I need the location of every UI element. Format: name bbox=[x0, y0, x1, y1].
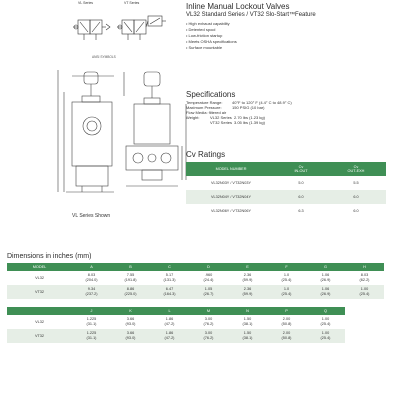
table-cell: 1.50 (38.1) bbox=[228, 329, 267, 343]
ansi-symbols-drawing bbox=[70, 0, 182, 58]
dim-header-cell bbox=[7, 307, 72, 315]
table-cell: 2.00 (50.8) bbox=[281, 317, 292, 326]
cv-ratings-table bbox=[186, 162, 386, 218]
dim-header-cell: Q bbox=[306, 307, 345, 315]
table-cell: 5.5 bbox=[353, 181, 359, 185]
product-title: Inline Manual Lockout Valves bbox=[186, 2, 290, 11]
table-cell: 1.50 (38.1) bbox=[242, 317, 253, 326]
dim-header-cell: K bbox=[111, 307, 150, 315]
table-cell: 6.0 bbox=[326, 190, 386, 204]
dim-header-cell: J bbox=[72, 307, 111, 315]
feature-item: • High exhaust capability bbox=[186, 21, 237, 27]
ansi-symbols-svg bbox=[70, 0, 182, 58]
table-cell: 1.00 (25.4) bbox=[345, 285, 384, 299]
valve-dimension-drawing bbox=[52, 66, 192, 214]
dimensions-table-1 bbox=[7, 263, 384, 299]
dim-header-cell: B bbox=[111, 263, 150, 271]
table-cell: 6.0 bbox=[276, 190, 326, 204]
table-cell: 7.55 (191.8) bbox=[124, 273, 137, 282]
cv-header-row bbox=[186, 162, 386, 176]
vt-series-label: VT Series bbox=[124, 1, 140, 5]
table-cell: 3.00 (76.2) bbox=[189, 329, 228, 343]
table-cell: 5.0 bbox=[298, 181, 304, 185]
table-cell: VT32 bbox=[7, 329, 72, 343]
table-row bbox=[7, 329, 345, 343]
dimensions-table-2 bbox=[7, 307, 345, 343]
table-row bbox=[7, 271, 384, 285]
table-cell: 1.225 (31.1) bbox=[72, 329, 111, 343]
spec-key: Maximum Pressure: bbox=[186, 105, 222, 110]
feature-list bbox=[186, 21, 237, 51]
table-cell: .960 (24.4) bbox=[203, 273, 214, 282]
dim-header-cell: D bbox=[189, 263, 228, 271]
dim-header-cell: A bbox=[72, 263, 111, 271]
table-cell: 1.0 (25.4) bbox=[267, 285, 306, 299]
table-cell: 3.00 (76.2) bbox=[203, 317, 214, 326]
table-row bbox=[186, 190, 386, 204]
spec-key: Flow Media: filtered air bbox=[186, 110, 227, 115]
dim-header-cell: H bbox=[345, 263, 384, 271]
dim-header-cell: L bbox=[150, 307, 189, 315]
vl-series-label: VL Series bbox=[78, 1, 94, 5]
drawing-caption: VL Series Shown bbox=[72, 213, 111, 219]
table-cell: 9.34 (237.2) bbox=[72, 285, 111, 299]
ansi-symbols-caption: ANSI SYMBOLS bbox=[92, 55, 116, 59]
table-cell: 6.3 bbox=[298, 209, 304, 213]
feature-item: • Low-friction startup bbox=[186, 33, 237, 39]
dim-header-cell: E bbox=[228, 263, 267, 271]
weight-series: VT32 Series bbox=[210, 120, 233, 125]
table-cell: 1.86 (47.2) bbox=[150, 329, 189, 343]
table-cell: VL32N04Y / VT32N04Y bbox=[186, 190, 276, 204]
table-cell: 1.06 (26.9) bbox=[306, 285, 345, 299]
cv-header-cell: MODEL NUMBER bbox=[186, 162, 276, 176]
feature-item: • Surface mountable bbox=[186, 45, 237, 51]
table-cell: 1.86 (47.2) bbox=[164, 317, 175, 326]
dim-header-cell: M bbox=[189, 307, 228, 315]
table-cell: 1.06 (26.9) bbox=[320, 273, 331, 282]
table-cell: 6.47 (164.3) bbox=[150, 285, 189, 299]
table-cell: 3.66 (93.0) bbox=[125, 317, 136, 326]
specifications-list bbox=[186, 100, 292, 125]
dimensions-title: Dimensions in inches (mm) bbox=[7, 253, 92, 260]
feature-item: • Detented spool bbox=[186, 27, 237, 33]
table-cell: 2.36 (59.9) bbox=[242, 273, 253, 282]
cv-header-cell: Cv IN-OUT bbox=[276, 162, 326, 176]
dim-header-row bbox=[7, 263, 384, 271]
cv-ratings-title: Cv Ratings bbox=[186, 150, 226, 159]
table-cell: VL32 bbox=[35, 319, 44, 324]
table-cell: 5.17 (131.3) bbox=[163, 273, 176, 282]
specifications-title: Specifications bbox=[186, 90, 236, 99]
table-row bbox=[186, 204, 386, 218]
spec-value: 40°F to 120° F (4.4° C to 48.9° C) bbox=[232, 100, 292, 105]
weight-spacer bbox=[186, 120, 210, 125]
table-cell: VT32 bbox=[7, 285, 72, 299]
valve-drawing-svg bbox=[52, 66, 192, 214]
table-cell: 1.00 (25.4) bbox=[320, 317, 331, 326]
table-cell: 6.0 bbox=[353, 209, 359, 213]
dim-header-cell: C bbox=[150, 263, 189, 271]
table-row bbox=[7, 315, 345, 329]
dim-header-cell: MODEL bbox=[7, 263, 72, 271]
table-cell: 2.00 (50.8) bbox=[267, 329, 306, 343]
table-row bbox=[7, 285, 384, 299]
dim-header-cell: F bbox=[267, 263, 306, 271]
table-cell: 8.03 (204.0) bbox=[85, 273, 98, 282]
dim-header-cell: P bbox=[267, 307, 306, 315]
weight-value: 3.05 lbs (1.39 kg) bbox=[234, 120, 265, 125]
table-cell: 1.225 (31.1) bbox=[86, 317, 97, 326]
table-cell: VL32N03Y / VT32N03Y bbox=[210, 181, 252, 185]
dim-header-row bbox=[7, 307, 345, 315]
table-cell: VL32 bbox=[35, 275, 44, 280]
table-cell: 2.36 (59.9) bbox=[228, 285, 267, 299]
table-cell: 8.03 (62.2) bbox=[359, 273, 370, 282]
table-cell: 1.05 (26.7) bbox=[189, 285, 228, 299]
cv-header-cell: Cv OUT-EXH bbox=[326, 162, 386, 176]
dim-header-cell: G bbox=[306, 263, 345, 271]
dim-header-cell: N bbox=[228, 307, 267, 315]
spec-row bbox=[186, 120, 292, 125]
table-cell: VL32N06Y / VT32N06Y bbox=[210, 209, 252, 213]
weight-series: VL32 Series bbox=[210, 115, 232, 120]
weight-label: Weight: bbox=[186, 115, 200, 120]
spec-key: Temperature Range: bbox=[186, 100, 223, 105]
weight-value: 2.70 lbs (1.23 kg) bbox=[234, 115, 265, 120]
feature-item: • Meets OSHA specifications bbox=[186, 39, 237, 45]
spec-value: 150 PSIG (10 bar) bbox=[232, 105, 265, 110]
table-cell: 1.00 (25.4) bbox=[306, 329, 345, 343]
table-row bbox=[186, 176, 386, 190]
table-cell: 1.0 (25.4) bbox=[281, 273, 292, 282]
product-subtitle: VL32 Standard Series / VT32 Slo-Start™Feature bbox=[186, 12, 316, 18]
table-cell: 3.66 (93.0) bbox=[111, 329, 150, 343]
table-cell: 8.86 (225.0) bbox=[111, 285, 150, 299]
